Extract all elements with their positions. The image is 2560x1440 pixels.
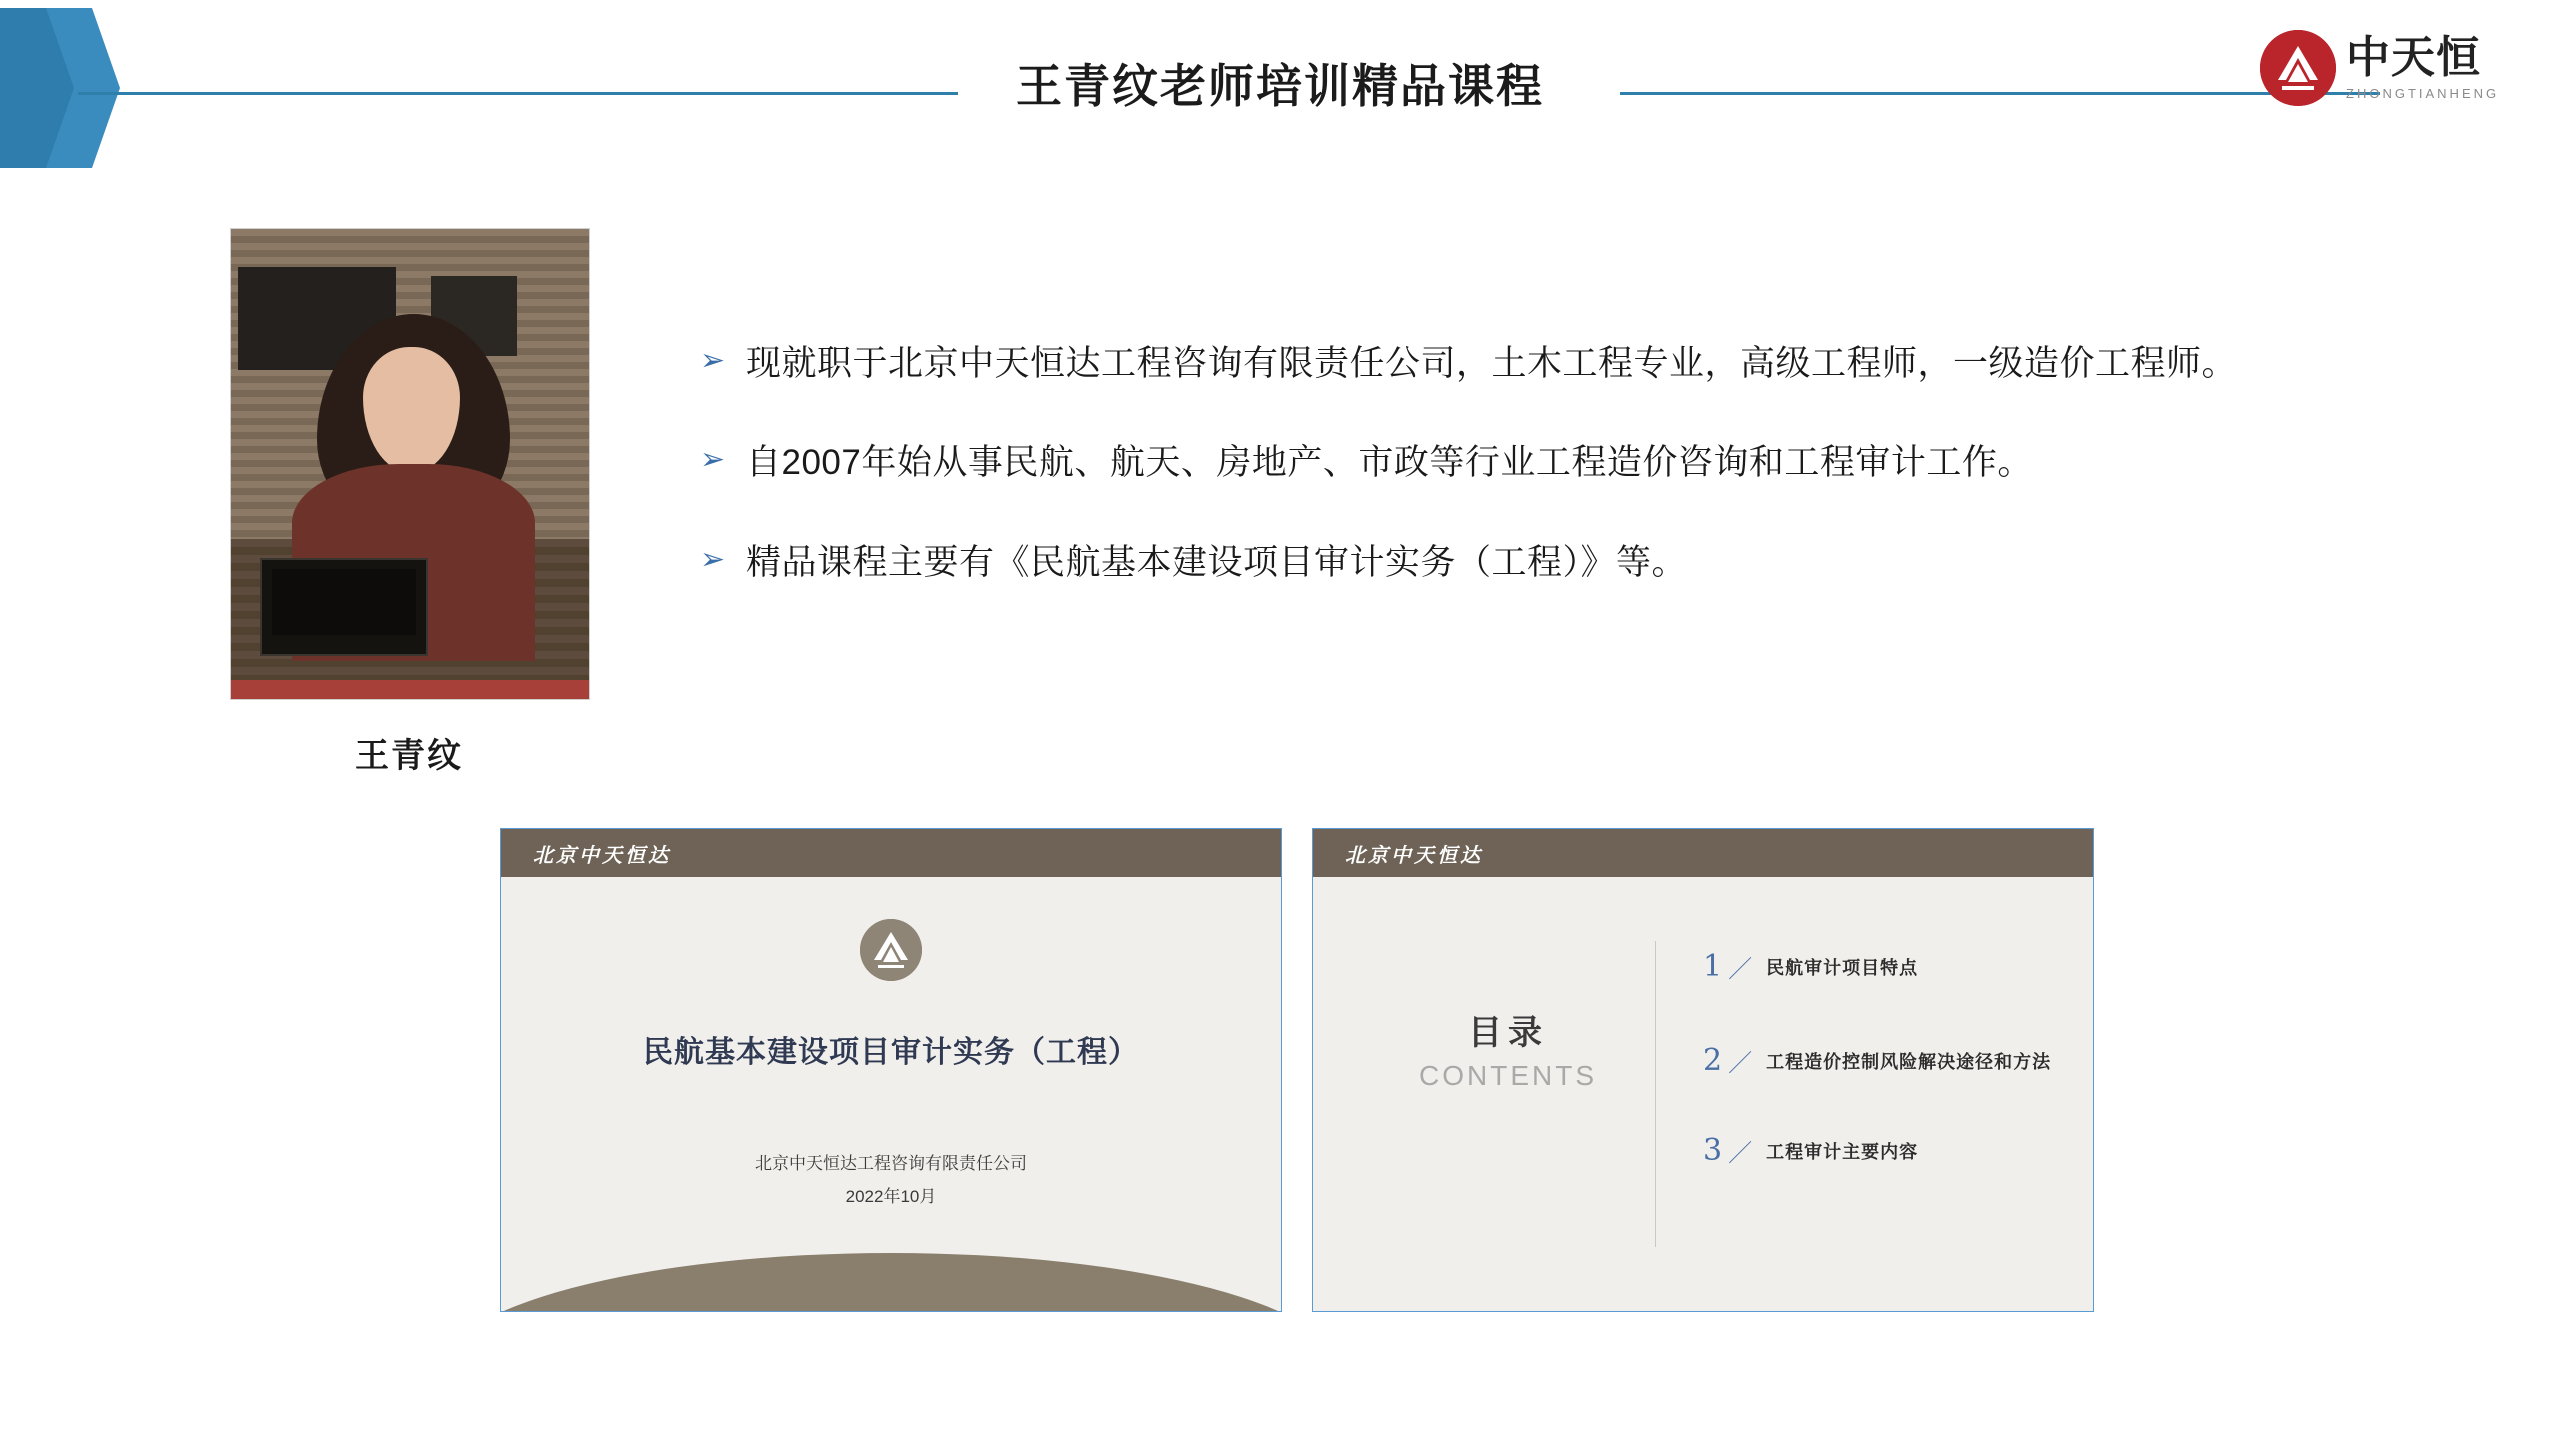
bio-text: 精品课程主要有《民航基本建设项目审计实务（工程）》等。	[746, 542, 1688, 582]
photo-laptop-screen	[272, 569, 417, 635]
slide-preview-contents[interactable]	[1312, 828, 2094, 1312]
instructor-photo	[230, 228, 590, 700]
slide-header-label: 北京中天恒达	[533, 842, 671, 867]
contents-item-number: 3	[1703, 1133, 1723, 1168]
contents-divider	[1655, 941, 1656, 1247]
contents-item-label: 工程审计主要内容	[1766, 1141, 1919, 1163]
slide-title: 民航基本建设项目审计实务（工程）	[643, 1035, 1139, 1070]
mountain-arch-icon	[860, 919, 922, 981]
list-item	[700, 439, 2460, 486]
list-item	[700, 539, 2460, 586]
list-item	[1703, 949, 1918, 984]
contents-item-label: 工程造价控制风险解决途径和方法	[1766, 1051, 2052, 1073]
photo-laptop	[260, 558, 429, 656]
page-header	[0, 0, 2560, 178]
slide-header-label: 北京中天恒达	[1345, 842, 1483, 867]
logo-cn-text: 中天恒	[2346, 32, 2481, 84]
slide-subtitle-date: 2022年10月	[845, 1187, 937, 1206]
mountain-arch-icon	[2260, 30, 2336, 106]
slash-icon: ／	[1728, 956, 1753, 983]
slide-header-bar	[501, 829, 1281, 877]
slide-body	[1313, 877, 2093, 1311]
slide-subtitle-company: 北京中天恒达工程咨询有限责任公司	[755, 1154, 1027, 1173]
contents-heading	[1383, 1005, 1633, 1092]
slide-body	[501, 877, 1281, 1311]
logo-en-text: ZHONGTIANHENG	[2346, 85, 2500, 101]
instructor-name: 王青纹	[355, 736, 463, 776]
slide-header-bar	[1313, 829, 2093, 877]
photo-desk-strip	[231, 680, 589, 699]
slash-icon: ／	[1728, 1050, 1753, 1077]
course-slide-previews	[500, 828, 2100, 1312]
list-item	[700, 340, 2460, 387]
contents-heading-cn: 目录	[1468, 1013, 1548, 1053]
bio-text: 自2007年始从事民航、航天、房地产、市政等行业工程造价咨询和工程审计工作。	[746, 443, 2033, 483]
instructor-portrait-block	[230, 228, 590, 777]
arrow-bullet-icon: ➢	[700, 344, 726, 377]
list-item	[1703, 1133, 1918, 1168]
bio-text: 现就职于北京中天恒达工程咨询有限责任公司，土木工程专业，高级工程师，一级造价工程师。	[746, 344, 2238, 383]
brand-logo	[2260, 20, 2530, 116]
page-title: 王青纹老师培训精品课程	[1016, 59, 1544, 113]
list-item	[1703, 1043, 2051, 1078]
contents-item-label: 民航审计项目特点	[1766, 957, 1919, 979]
contents-item-number: 2	[1703, 1043, 1723, 1078]
contents-heading-en: CONTENTS	[1419, 1060, 1597, 1091]
instructor-bio-list	[700, 340, 2460, 638]
arrow-bullet-icon: ➢	[700, 443, 726, 477]
slide-preview-cover[interactable]	[500, 828, 1282, 1312]
slide-wave-decoration	[500, 1253, 1282, 1312]
arrow-bullet-icon: ➢	[700, 542, 726, 576]
contents-item-number: 1	[1703, 949, 1723, 984]
slash-icon: ／	[1728, 1140, 1753, 1167]
